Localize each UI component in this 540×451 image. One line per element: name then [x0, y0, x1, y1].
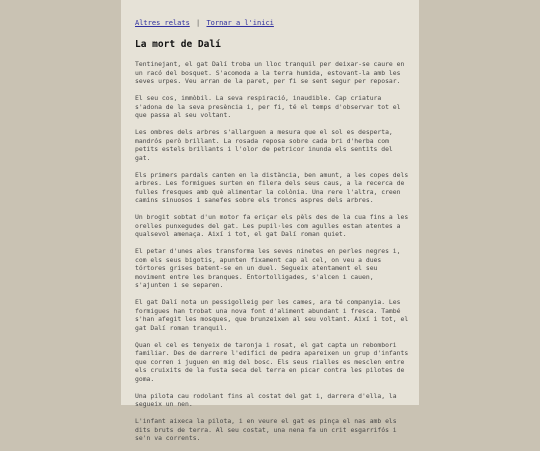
story-paragraph: Una pilota cau rodolant fins al costat del gat i, darrera d'ella, la segueix un nen. — [135, 391, 397, 408]
story-paragraph: L'infant aixeca la pilota, i en veure el gat es pinça el nas amb els dits bruts de terra. Al seu costat, una nena fa un crit esgarrifós i se'n va corrents. — [135, 417, 397, 442]
nav-separator: | — [196, 19, 201, 27]
story-paragraph: Un brogit sobtat d'un motor fa eriçar els pèls des de la cua fins a les orelles punxegudes del gat. Les pupil·les com agulles estan atentes a qualsevol amenaça. Així i tot, el gat Dalí roman quiet. — [135, 213, 409, 238]
other-stories-link[interactable]: Altres relats — [135, 19, 190, 27]
story-paragraph: El seu cos, immòbil. La seva respiració, inaudible. Cap criatura s'adona de la seva presència i, per fi, té el temps d'observar tot el que passa al seu voltant. — [135, 94, 401, 119]
story-paragraph: Tentinejant, el gat Dalí troba un lloc tranquil per deixar-se caure en un racó del bosquet. S'acomoda a la terra humida, estovant-la amb les seves urpes. Veu arran de la paret, per fi se sent segur per reposar. — [135, 60, 405, 85]
story-paragraph: Els primers pardals canten en la distància, ben amunt, a les copes dels arbres. Les formigues surten en filera dels seus caus, a la recerca de fulles fresques amb què alimentar la colònia. Una rere l'altra, creen camins sinuosos i sanefes sobre els troncs aspres dels arbres. — [135, 170, 409, 204]
story-paragraph: El petar d'unes ales transforma les seves ninetes en perles negres i, com els seus bigotis, apunten fixament cap al cel, on veu a dues tórtores grises batent-se en un duel. Segueix atentament el seu moviment entre les branques. Entortolligades, s'alcen i cauen, s'ajunten i se separen. — [135, 247, 401, 289]
story-paragraph: Quan el cel es tenyeix de taronja i rosat, el gat capta un rebombori familiar. Des de darrere l'edifici de pedra apareixen un grup d'infants que corren i juguen en mig del bosc. Els seus rialles es mesclen entre els cruixits de la fusta seca del terra en picar contra les pilotes de goma. — [135, 340, 409, 383]
story-title: La mort de Dalí — [135, 39, 221, 50]
story-paragraph: Les ombres dels arbres s'allarguen a mesura que el sol es desperta, mandrós però brillant. La rosada reposa sobre cada bri d'herba com petits estels brillants i l'olor de petricor inunda els sentits del gat. — [135, 128, 393, 162]
story-paragraph: El gat Dalí nota un pessigolleig per les cames, ara té companyia. Les formigues han trobat una nova font d'aliment abundant i fresca. També s'han afegit les mosques, que brunzeixen al seu voltant. Així i tot, el gat Dalí roman tranquil. — [135, 298, 409, 332]
top-nav — [135, 19, 411, 28]
story-content — [135, 19, 411, 451]
home-link[interactable]: Tornar a l'inici — [206, 19, 274, 27]
page-sheet — [121, 0, 419, 442]
